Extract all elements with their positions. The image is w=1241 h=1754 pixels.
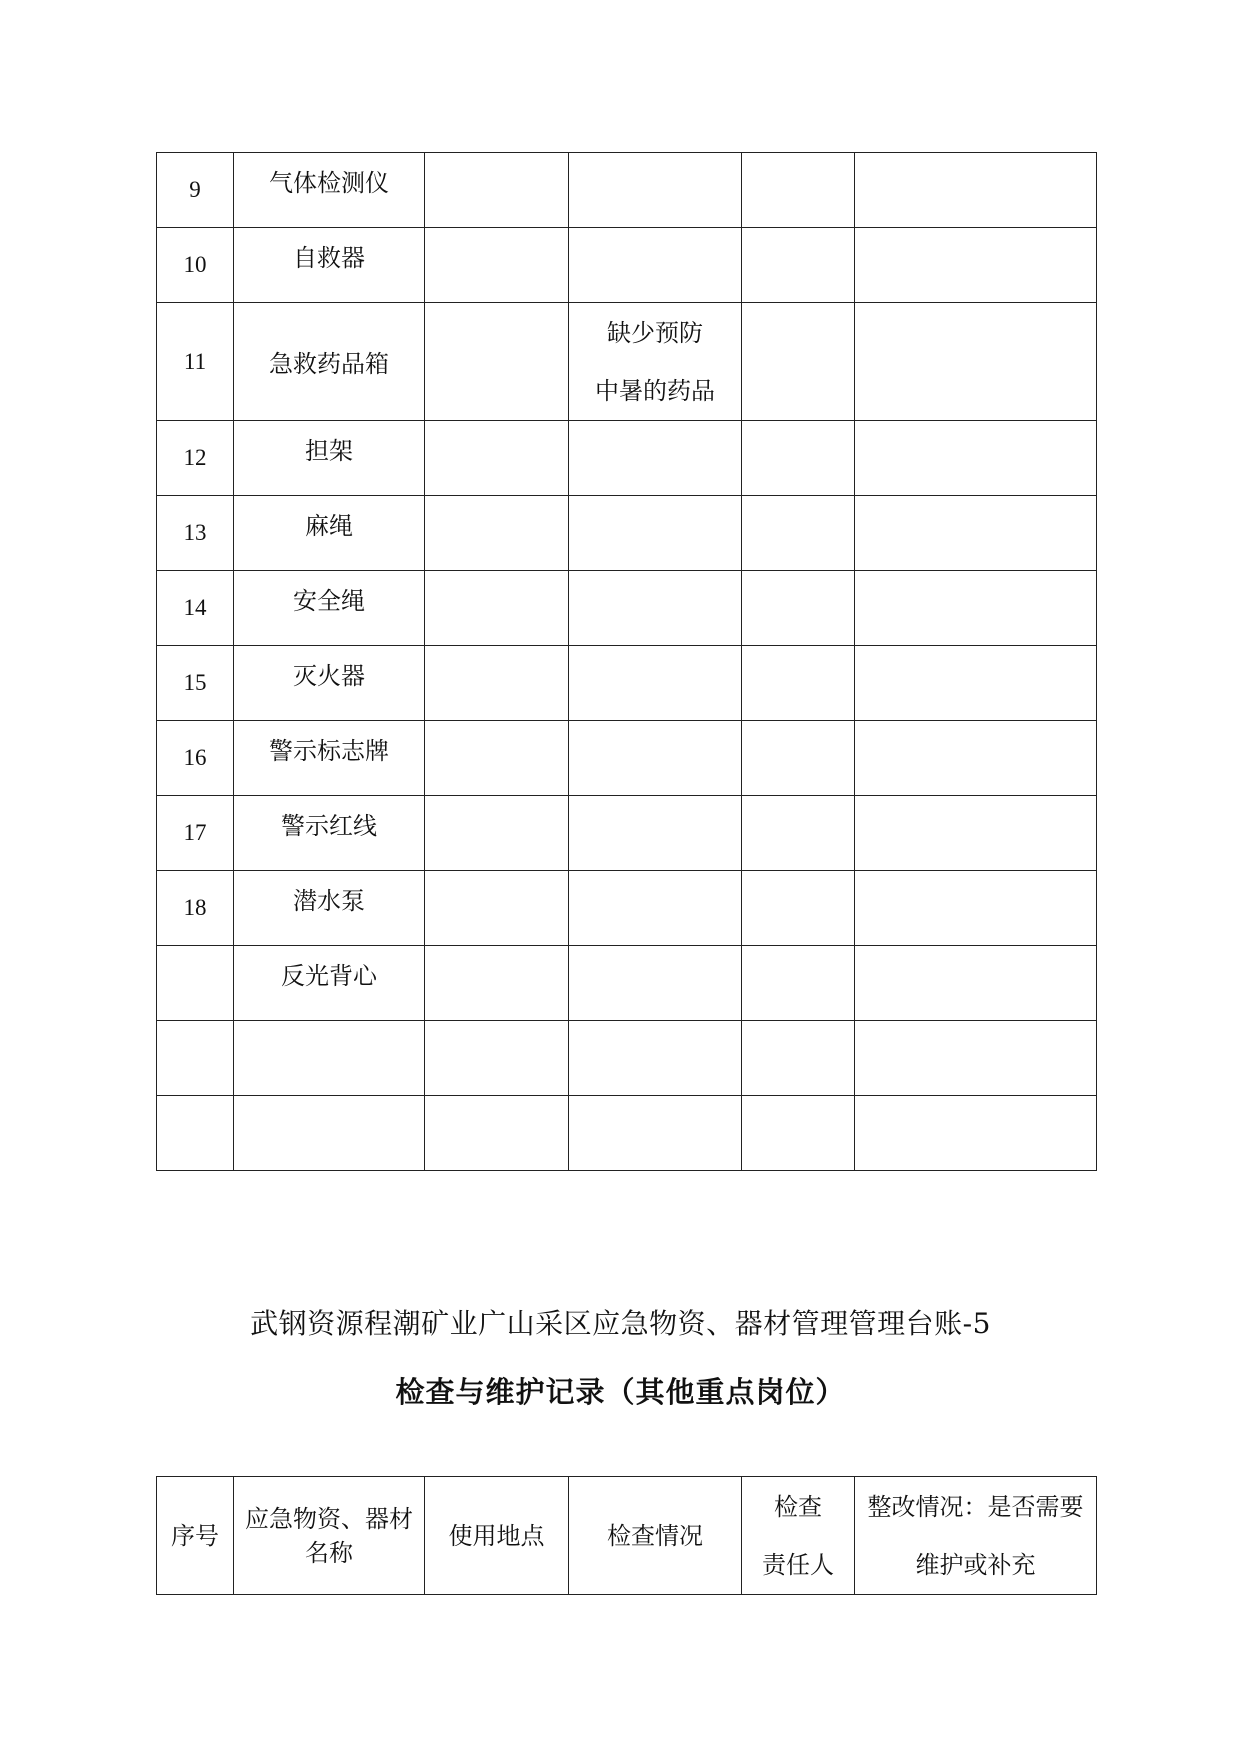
- header-check-status: 检查情况: [569, 1477, 742, 1595]
- person-cell: [742, 646, 855, 721]
- location-cell: [425, 646, 569, 721]
- header-person-line1: 检查: [774, 1492, 822, 1521]
- person-cell: [742, 871, 855, 946]
- row-number: 18: [157, 871, 234, 946]
- rectify-cell: [855, 303, 1097, 421]
- row-number: [157, 1096, 234, 1171]
- header-row: [157, 1477, 1097, 1595]
- location-cell: [425, 946, 569, 1021]
- row-number: 10: [157, 228, 234, 303]
- table-row: [157, 871, 1097, 946]
- rectify-cell: [855, 1021, 1097, 1096]
- check-cell: [569, 571, 742, 646]
- row-number: 9: [157, 153, 234, 228]
- table-row: [157, 303, 1097, 421]
- header-rectify-line1: 整改情况：是否需要: [867, 1492, 1084, 1521]
- header-item-name-line1: 应急物资、器材: [245, 1504, 413, 1533]
- check-cell: [569, 946, 742, 1021]
- location-cell: [425, 1096, 569, 1171]
- location-cell: [425, 303, 569, 421]
- rectify-cell: [855, 571, 1097, 646]
- table-row: [157, 1096, 1097, 1171]
- header-person-line2: 责任人: [762, 1550, 834, 1579]
- row-number: 16: [157, 721, 234, 796]
- row-number: 11: [157, 303, 234, 421]
- item-name: 担架: [234, 421, 425, 496]
- person-cell: [742, 946, 855, 1021]
- location-cell: [425, 421, 569, 496]
- header-rectification: [855, 1477, 1097, 1595]
- check-cell: [569, 721, 742, 796]
- person-cell: [742, 153, 855, 228]
- person-cell: [742, 496, 855, 571]
- location-cell: [425, 228, 569, 303]
- person-cell: [742, 421, 855, 496]
- person-cell: [742, 1096, 855, 1171]
- item-name: 潜水泵: [234, 871, 425, 946]
- rectify-cell: [855, 228, 1097, 303]
- row-number: [157, 1021, 234, 1096]
- table-row: [157, 1021, 1097, 1096]
- check-cell: [569, 1021, 742, 1096]
- person-cell: [742, 796, 855, 871]
- person-cell: [742, 721, 855, 796]
- item-name: [234, 1096, 425, 1171]
- person-cell: [742, 303, 855, 421]
- check-cell: [569, 421, 742, 496]
- table-row: [157, 228, 1097, 303]
- rectify-cell: [855, 421, 1097, 496]
- check-cell: [569, 303, 742, 421]
- header-location: 使用地点: [425, 1477, 569, 1595]
- rectify-cell: [855, 796, 1097, 871]
- table-row: [157, 153, 1097, 228]
- row-number: [157, 946, 234, 1021]
- item-name: 灭火器: [234, 646, 425, 721]
- row-number: 15: [157, 646, 234, 721]
- item-name: [234, 1021, 425, 1096]
- row-number: 17: [157, 796, 234, 871]
- table-row: [157, 646, 1097, 721]
- item-name: 安全绳: [234, 571, 425, 646]
- item-name: 自救器: [234, 228, 425, 303]
- item-name: 反光背心: [234, 946, 425, 1021]
- rectify-cell: [855, 1096, 1097, 1171]
- item-name: 急救药品箱: [234, 303, 425, 421]
- table-row: [157, 796, 1097, 871]
- rectify-cell: [855, 153, 1097, 228]
- item-name: 气体检测仪: [234, 153, 425, 228]
- check-cell: [569, 496, 742, 571]
- check-note-line1: 缺少预防: [607, 318, 703, 347]
- row-number: 14: [157, 571, 234, 646]
- table-row: [157, 571, 1097, 646]
- item-name: 警示标志牌: [234, 721, 425, 796]
- header-serial-number: 序号: [157, 1477, 234, 1595]
- location-cell: [425, 496, 569, 571]
- check-cell: [569, 153, 742, 228]
- check-cell: [569, 871, 742, 946]
- row-number: 12: [157, 421, 234, 496]
- header-responsible-person: [742, 1477, 855, 1595]
- table-row: [157, 421, 1097, 496]
- person-cell: [742, 228, 855, 303]
- person-cell: [742, 571, 855, 646]
- location-cell: [425, 153, 569, 228]
- header-rectify-line2: 维护或补充: [915, 1550, 1036, 1579]
- item-name: 麻绳: [234, 496, 425, 571]
- ledger-title: 武钢资源程潮矿业广山采区应急物资、器材管理管理台账-5: [250, 1307, 991, 1340]
- location-cell: [425, 721, 569, 796]
- table-row: [157, 496, 1097, 571]
- location-cell: [425, 796, 569, 871]
- check-cell: [569, 1096, 742, 1171]
- header-item-name-line2: 名称: [305, 1538, 353, 1567]
- rectify-cell: [855, 646, 1097, 721]
- check-cell: [569, 796, 742, 871]
- check-cell: [569, 646, 742, 721]
- ledger-subtitle: 检查与维护记录（其他重点岗位）: [395, 1375, 846, 1409]
- check-cell: [569, 228, 742, 303]
- location-cell: [425, 871, 569, 946]
- inventory-table-continued: [156, 152, 1097, 1171]
- location-cell: [425, 1021, 569, 1096]
- check-note-line2: 中暑的药品: [595, 376, 715, 405]
- rectify-cell: [855, 871, 1097, 946]
- table-row: [157, 721, 1097, 796]
- person-cell: [742, 1021, 855, 1096]
- table-row: [157, 946, 1097, 1021]
- rectify-cell: [855, 496, 1097, 571]
- rectify-cell: [855, 721, 1097, 796]
- location-cell: [425, 571, 569, 646]
- row-number: 13: [157, 496, 234, 571]
- rectify-cell: [855, 946, 1097, 1021]
- header-item-name: [234, 1477, 425, 1595]
- item-name: 警示红线: [234, 796, 425, 871]
- inspection-record-table: [156, 1476, 1097, 1595]
